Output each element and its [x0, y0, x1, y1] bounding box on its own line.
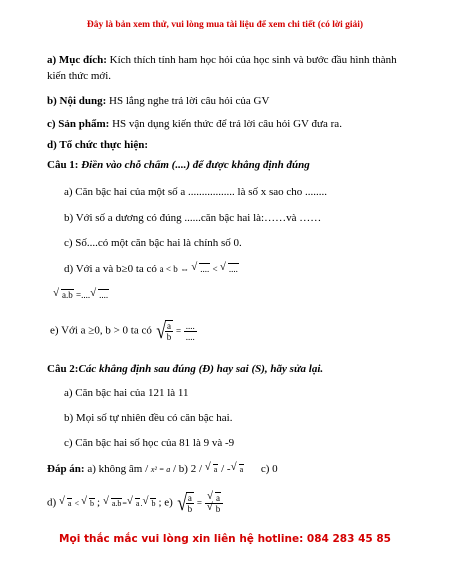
cau1-e-rnum: ....	[185, 320, 195, 331]
cau1-d-formula-left: a < b ⇔	[159, 264, 189, 274]
muc-dich-label: a) Mục đích:	[47, 54, 107, 66]
cau1-d-sqrt1: ....	[200, 264, 210, 274]
sqrt-icon	[53, 288, 74, 303]
cau2-title: Các khẳng định sau đúng (Đ) hay sai (S), hãy sửa lại.	[78, 363, 324, 375]
dap-an-e-result	[205, 493, 224, 514]
dap-an-d-lt: <	[74, 498, 79, 508]
muc-dich-text: Kích thích tính ham học hỏi của học sinh và bước đầu hình thành	[106, 54, 397, 66]
cau1-d-sqrt2: ....	[228, 264, 238, 274]
cau1-e-num: a	[166, 321, 171, 331]
cau1-label: Câu 1:	[47, 159, 79, 171]
sqrt-icon	[207, 504, 222, 514]
sqrt-icon	[59, 496, 73, 511]
cau1-ab-right: =....	[76, 290, 91, 300]
dap-an-e-num: a	[187, 493, 192, 503]
dap-an-b-sqrt: a	[213, 465, 218, 474]
dap-an-sep2: / -	[221, 463, 231, 475]
noi-dung-label: b) Nội dung:	[47, 95, 107, 107]
cau1-e	[50, 320, 197, 342]
san-pham-label: c) Sản phẩm:	[47, 118, 110, 130]
san-pham	[47, 117, 342, 132]
noi-dung-text: HS lắng nghe trả lời câu hỏi của GV	[106, 95, 270, 107]
sqrt-icon	[231, 462, 245, 477]
cau1-d-lt: <	[212, 264, 218, 274]
cau1-ab-formula	[53, 288, 109, 303]
muc-dich-line1	[47, 53, 397, 68]
cau1-e-den: b	[166, 332, 172, 342]
cau2-heading	[47, 362, 323, 377]
dap-an-line2	[47, 492, 223, 514]
cau2-b: b) Mọi số tự nhiên đều có căn bậc hai.	[64, 412, 233, 424]
dap-an-e-rnum: a	[215, 492, 220, 503]
cau1-c: c) Số....có một căn bậc hai là chính số 0.	[64, 237, 242, 249]
dap-an-d-eq: =	[122, 498, 127, 508]
cau2-a: a) Căn bậc hai của 121 là 11	[64, 387, 189, 399]
dap-an-e-eq: =	[196, 497, 202, 508]
preview-notice: Đây là bản xem thử, vui lòng mua tài liệu để xem chi tiết (có lời giải)	[86, 20, 364, 30]
sqrt-icon	[103, 496, 123, 511]
cau1-e-rden: ....	[185, 331, 195, 342]
sqrt-icon: √ $\frac{a}{b}$	[176, 490, 193, 515]
dap-an-label: Đáp án:	[47, 463, 85, 475]
dap-an-d-s5: b	[151, 498, 156, 508]
dap-an-d-s1: a	[67, 498, 72, 508]
cau1-e-result	[184, 321, 197, 342]
cau2-label: Câu 2:	[47, 363, 79, 375]
sqrt-icon	[127, 496, 141, 511]
sqrt-icon	[191, 262, 210, 277]
sqrt-icon: √ $\frac{a}{b}$	[155, 318, 172, 343]
hotline-footer: Mọi thắc mắc vui lòng xin liên hệ hotline: 084 283 45 85	[59, 533, 391, 545]
cau2-c: c) Căn bậc hai số học của 81 là 9 và -9	[64, 437, 235, 449]
dap-an-d-sep: ;	[97, 496, 101, 509]
cau1-d-prefix: d) Với a và b≥0 ta có	[64, 263, 157, 275]
dap-an-sep1: / b) 2 /	[173, 463, 203, 475]
dap-an-e-rden: b	[215, 503, 221, 514]
cau1-title: Điền vào chỗ chấm (....) để được khẳng định đúng	[78, 159, 310, 171]
dap-an-d-s3: a.b	[111, 498, 122, 508]
dap-an-d-formula	[59, 499, 97, 508]
sqrt-icon	[220, 262, 239, 277]
sqrt-icon	[90, 288, 109, 303]
san-pham-text: HS vận dụng kiến thức để trả lời câu hỏi GV đưa ra.	[109, 118, 342, 130]
dap-an-d-formula2	[103, 499, 159, 508]
dap-an-line1	[47, 462, 278, 477]
dap-an-d-s4: a	[135, 498, 140, 508]
dap-an-a-formula: x² = a	[150, 465, 171, 474]
cau1-ab-left: a.b	[62, 290, 73, 300]
muc-dich-line2: kiến thức mới.	[47, 70, 112, 82]
dap-an-b-sqrt2: a	[239, 465, 244, 474]
cau1-e-prefix: e) Với a ≥0, b > 0 ta có	[50, 324, 152, 337]
sqrt-icon	[81, 496, 95, 511]
cau1-e-eq: =	[175, 325, 182, 336]
cau1-heading	[47, 158, 310, 173]
dap-an-c: c) 0	[260, 463, 278, 475]
cau1-b: b) Với số a dương có đúng ......căn bậc hai là:……và ……	[64, 212, 322, 224]
noi-dung	[47, 94, 269, 109]
dap-an-d-dot: .	[140, 498, 143, 508]
cau1-ab-sqrt: ....	[99, 290, 109, 300]
cau1-a: a) Căn bậc hai của một số a ................. là số x sao cho ........	[64, 186, 328, 198]
to-chuc-heading: d) Tổ chức thực hiện:	[47, 139, 149, 151]
cau1-d-formula	[160, 264, 239, 274]
cau1-d	[64, 262, 239, 277]
sqrt-icon	[142, 496, 156, 511]
sqrt-icon	[205, 462, 219, 477]
dap-an-d-label: d)	[47, 496, 57, 509]
dap-an-e-den: b	[187, 504, 193, 514]
dap-an-d-s2: b	[90, 498, 94, 508]
dap-an-e-sep: ; e)	[158, 496, 173, 509]
dap-an-a: a) không âm /	[84, 463, 149, 475]
